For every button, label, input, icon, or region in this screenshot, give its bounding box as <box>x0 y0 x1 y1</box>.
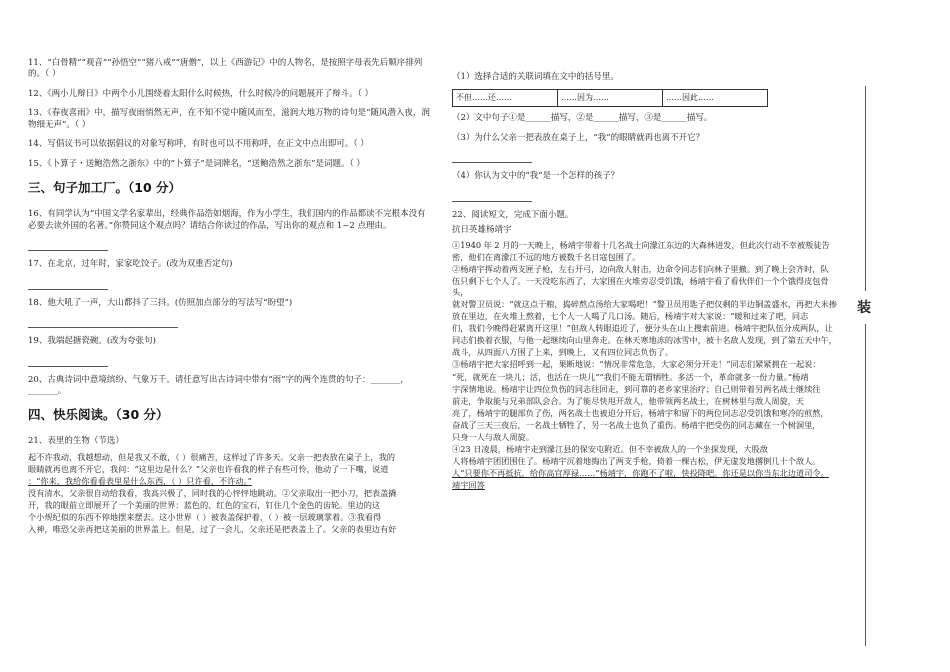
question-21: 21、表里的生物（节选） <box>28 436 124 447</box>
question-13: 13、《春夜喜雨》中，描写夜雨悄然无声，在不知不觉中随风而至，滋润大地万物的诗句是“随风潜入夜，润物细无声”。（ ） <box>28 108 430 130</box>
binding-margin <box>856 86 876 646</box>
binding-char: 装 <box>857 300 871 316</box>
passage-line: 个小规纪似的东西不停地摆来摆去。这小世界（ ）被表盖保护着，（ ）被一层玻璃掌着。③我看得 <box>28 512 382 523</box>
sub-question-4: （4）你认为文中的“我”是一个怎样的孩子？ <box>452 171 620 182</box>
question-14: 14、写倡议书可以依据倡议的对象写称呼，有时也可以不用称呼，在正文中点出即可。（ ） <box>28 139 369 150</box>
passage-line: ③杨靖宇把大家招呼到一起，果断地说：“情况非常危急，大家必须分开走！”同志们紧紧拥在一起说： <box>452 359 821 370</box>
passage-line: 们，我们今晚得赶紧离开这里！”但敌人转眼追近了，便分头在山上搜索前进。杨靖宇把队伍分成两队，让 <box>452 323 833 334</box>
question-16: 16、有同学认为“中国文学名家辈出，经典作品浩如烟海，作为小学生，我们国内的作品都读不完根本没有必要去读外国的名著。”你赞同这个观点吗？请结合你读过的作品，写出你的观点和 1~2 点理由。 <box>28 209 426 231</box>
passage-line: ②杨靖宇挥动着两支匣子枪，左右开弓，边向敌人射击，边命令同志们向林子里撤。到了晚上会齐时，队 <box>452 263 829 274</box>
left-column <box>28 58 433 536</box>
right-column <box>452 72 842 492</box>
sub-question-2: （2）文中句子①是______描写，②是______描写，③是______描写。 <box>452 113 713 124</box>
answer-line[interactable] <box>452 191 532 202</box>
passage-line: “死，就死在一块儿；活，也活在一块儿”“我们不能无谓牺牲。多活一个，革命就多一份力量。”杨靖 <box>452 371 809 382</box>
answer-line[interactable] <box>28 356 108 367</box>
option-cell[interactable]: 不但……还…… <box>453 90 558 107</box>
question-22: 22、阅读短文，完成下面小题。 <box>452 209 574 220</box>
answer-line[interactable] <box>28 317 178 328</box>
question-20: 20、古典诗词中意境缤纷、气象万千。请任意写出古诗词中带有“雨”字的两个连贯的句子：_______，_______。 <box>28 374 409 396</box>
question-18: 18、他大吼了一声，大山都抖了三抖。(仿照加点部分的写法写“盼望”) <box>28 297 293 308</box>
passage-line: ④23 日凌晨，杨靖宇走到濛江县的保安屯附近。但不幸被敌人的一个坐探发现，大股敌 <box>452 443 768 454</box>
options-table <box>452 89 768 107</box>
answer-line[interactable] <box>28 279 108 290</box>
reading-passage-1 <box>28 452 433 535</box>
passage-line: 人将杨靖宇团团围住了。杨靖宇沉着地掏出了两支手枪，倚着一棵古松，伊无虚发地撂倒几十个敌人。 <box>452 455 821 466</box>
question-19: 19、我端起搪瓷碗。(改为夸张句) <box>28 336 156 347</box>
passage-line: 宇深情地说。杨靖宇让四位负伤的同志往回走，到可靠的老乡家里治疗；自己则带着另两名战士继续往 <box>452 383 821 394</box>
passage-line: 密，他们在离濛江不远的地方被数千名日寇包围了。 <box>452 251 641 262</box>
passage-line: 起不许我动，我越想动，但是我又不敢，（ ）很痛苦，这样过了许多天。父亲一把表放在桌子上，我的 <box>28 451 395 462</box>
option-cell[interactable]: ……因此…… <box>663 90 768 107</box>
question-17: 17、在北京，过年时，家家吃饺子。(改为双重否定句) <box>28 259 233 270</box>
passage-line: 靖宇回答 <box>452 480 485 491</box>
question-11: 11、“白骨精”“观音”“孙悟空”“猪八戒”“唐僧”，以上《西游记》中的人物名，是按照字母表先后顺序排列的。（ ） <box>28 58 423 80</box>
answer-line[interactable] <box>452 152 532 163</box>
passage-line: 伍只剩下七个人了。一天没吃东西了，大家围在火堆旁忍受饥饿，杨靖宇看了看伙伴们一个个饿得皮包骨头， <box>452 276 829 298</box>
passage-line: 同志们换着衣服，与他一起继续向山里奔走。在林天寒地冻的冰雪中，被十名敌人发现，到了第五天中午， <box>452 335 837 346</box>
passage-line: 只身一人与敌人周旋。 <box>452 431 534 442</box>
binding-line <box>865 86 866 291</box>
section-3-heading: 三、句子加工厂。（10 分） <box>28 180 181 196</box>
question-12: 12、《两小儿辩日》中两个小儿围绕着太阳什么时候热，什么时候冷的问题展开了辩斗。（ ） <box>28 88 374 99</box>
passage-line: 眼睛就再也离不开它，我问：“这里边是什么？”父亲也许看我的样子有些可怜，他动了一下嘴，说道 <box>28 463 389 474</box>
passage-line: ：“你来，我给你看看表里是什么东西，（ ）只许看，不许动。” <box>28 475 252 486</box>
passage-line: ①1940 年 2 月的一天晚上，杨靖宇带着十几名战士向濛江东边的大森林进发，但此次行动不幸被叛徒告 <box>452 239 830 250</box>
option-cell[interactable]: ……因为…… <box>558 90 663 107</box>
reading-passage-2 <box>452 240 842 491</box>
answer-line[interactable] <box>28 240 108 251</box>
passage-line: 战斗，从四面八方围了上来，到晚上，又有四位同志负伤了。 <box>452 347 674 358</box>
passage-line: 前走，争取能与兄弟部队会合。为了能尽快甩开敌人，他带领两名战士，在树林里与敌人周旋，天 <box>452 395 805 406</box>
passage-line: 放在里边，在火堆上熬着，七个人一人喝了几口汤。随后，杨靖宇对大家说：“暖和过来了吧，同志 <box>452 311 809 322</box>
question-15: 15、《卜算子・送鲍浩然之浙东》中的“卜算子”是词牌名，“送鲍浩然之浙东”是词题。（ ） <box>28 158 365 169</box>
binding-line <box>865 324 866 646</box>
section-4-heading: 四、快乐阅读。（30 分） <box>28 407 169 423</box>
passage-line: 开，我的眼前立即展开了一个美丽的世界：蓝色的、红色的宝石，钉住几个金色的齿轮。里边的这 <box>28 500 381 511</box>
passage-line: 入神，唯恐父亲再把这美丽的世界盖上。但是，过了一会儿，父亲还是把表盖上了。父亲的表里边有好 <box>28 524 397 535</box>
passage-line: 没有清水，父亲很自动给我看，我高兴极了，同时我的心怦怦地跳动。②父亲取出一把小刀，把表盖撬 <box>28 487 397 498</box>
passage-line: 亮了，杨靖宇的腿部负了伤，两名战士也被迫分开后，杨靖宇和留下的两位同志忍受饥饿和寒冷的煎熬， <box>452 407 829 418</box>
passage-line: 奋战了三天三夜后，一名战士牺牲了，另一名战士也负了重伤。杨靖宇把受伤的同志藏在一个树洞里， <box>452 419 821 430</box>
passage-line: 人“只要你不再抵抗，给你高官厚禄……”杨靖宇，你跑不了啦，快投降吧。你还是以你当东北边道司令。 <box>452 468 829 478</box>
sub-question-3: （3）为什么父亲一把表放在桌子上，“我”的眼睛就再也离不开它？ <box>452 132 705 143</box>
sub-question-1: （1）选择合适的关联词填在文中的括号里。 <box>452 72 619 82</box>
passage-title: 抗日英雄杨靖宇 <box>452 225 512 236</box>
passage-line: 就对警卫员说：“就这点干粮，捣碎熬点汤给大家喝吧！”警卫员用匙子把仅剩的半边铜盖盛水，再把大米掺 <box>452 299 837 310</box>
